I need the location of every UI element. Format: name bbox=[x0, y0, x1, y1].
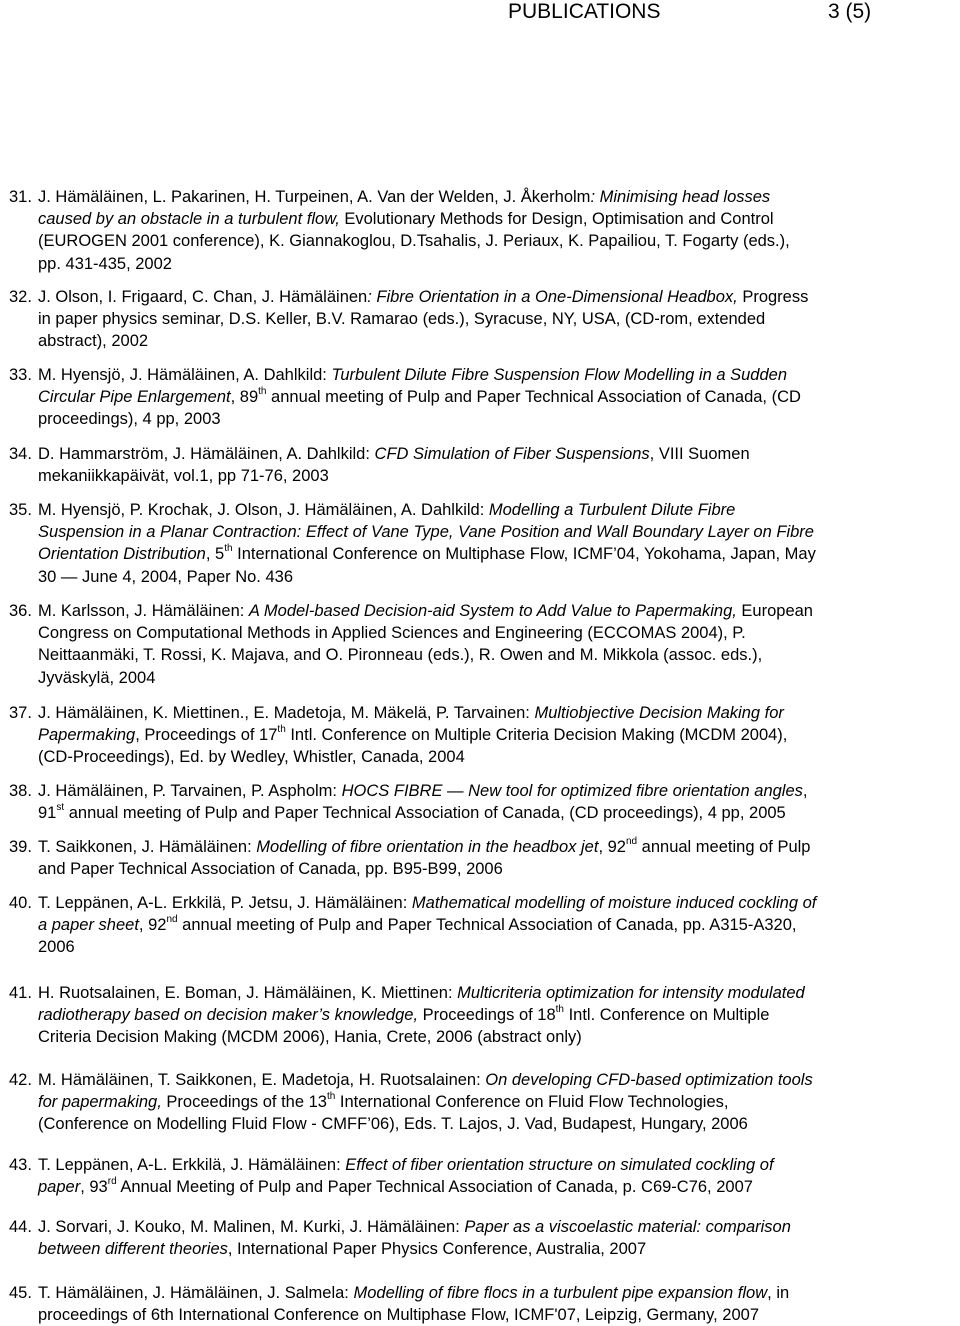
citation-text: annual meeting of Pulp and Paper Technical Association of Canada, pp. A315-A320, bbox=[177, 916, 797, 935]
publication-number: 44. bbox=[9, 1218, 32, 1236]
citation-text: (CD-Proceedings), Ed. by Wedley, Whistler, Canada, 2004 bbox=[38, 748, 465, 767]
ordinal-suffix: nd bbox=[625, 835, 638, 847]
publication-number: 41. bbox=[9, 984, 32, 1002]
citation-line bbox=[38, 644, 956, 666]
publication-number: 35. bbox=[9, 501, 32, 519]
citation-title-text: Circular Pipe Enlargement bbox=[38, 388, 231, 407]
citation-line bbox=[38, 566, 956, 588]
citation-title-text: Multiobjective Decision Making for bbox=[534, 704, 784, 722]
citation-line bbox=[38, 1238, 956, 1260]
citation-text: J. Hämäläinen, K. Miettinen., E. Madetoja, M. Mäkelä, P. Tarvainen: bbox=[38, 704, 535, 722]
page-number: 3 (5) bbox=[828, 0, 872, 23]
citation-line bbox=[38, 746, 956, 768]
ordinal-suffix: st bbox=[56, 801, 65, 813]
citation-line bbox=[38, 1282, 956, 1304]
citation-text: (Conference on Modelling Fluid Flow - CMFF’06), Eds. T. Lajos, J. Vad, Budapest, Hungary, 2006 bbox=[38, 1115, 748, 1134]
citation-text: Progress bbox=[737, 288, 809, 306]
citation-title-text: Orientation Distribution bbox=[38, 545, 206, 564]
citation-line bbox=[38, 1026, 956, 1048]
citation-line bbox=[38, 667, 956, 689]
citation-line bbox=[38, 622, 956, 644]
citation-text: Proceedings of 18 bbox=[418, 1006, 556, 1025]
citation-text: proceedings), 4 pp, 2003 bbox=[38, 410, 221, 429]
citation-text: J. Hämäläinen, L. Pakarinen, H. Turpeinen, A. Van der Welden, J. Åkerholm bbox=[38, 188, 591, 206]
citation-text: M. Hyensjö, P. Krochak, J. Olson, J. Hämäläinen, A. Dahlkild: bbox=[38, 501, 489, 519]
citation-title-text: Multicriteria optimization for intensity modulated bbox=[457, 984, 805, 1002]
publication-citation bbox=[38, 600, 956, 689]
citation-text: 30 — June 4, 2004, Paper No. 436 bbox=[38, 567, 294, 586]
citation-text: , bbox=[802, 782, 808, 800]
publication-number: 37. bbox=[9, 704, 32, 722]
citation-title-text: Effect of fiber orientation structure on simulated cockling of bbox=[345, 1156, 774, 1174]
citation-title-text: Modelling a Turbulent Dilute Fibre bbox=[488, 501, 736, 519]
citation-text: , Proceedings of 17 bbox=[135, 726, 278, 745]
publication-number: 32. bbox=[9, 288, 32, 306]
citation-text: T. Leppänen, A-L. Erkkilä, J. Hämäläinen: bbox=[38, 1156, 346, 1174]
citation-text: abstract), 2002 bbox=[38, 332, 149, 351]
ordinal-suffix: th bbox=[555, 1003, 564, 1015]
publication-number: 31. bbox=[9, 188, 32, 206]
citation-text: proceedings of 6th International Conference on Multiphase Flow, ICMF'07, Leipzig, Germany, 2007 bbox=[38, 1306, 759, 1325]
publication-citation bbox=[38, 702, 956, 769]
citation-line bbox=[38, 780, 956, 802]
publication-number: 33. bbox=[9, 366, 32, 384]
citation-text: , 89 bbox=[230, 388, 259, 407]
publication-citation bbox=[38, 364, 956, 431]
citation-line bbox=[38, 936, 956, 958]
ordinal-suffix: th bbox=[326, 1090, 336, 1102]
citation-title-text: On developing CFD-based optimization tools bbox=[485, 1071, 813, 1089]
citation-line bbox=[38, 724, 956, 746]
publication-number: 34. bbox=[9, 445, 32, 463]
citation-text: Annual Meeting of Pulp and Paper Technical Association of Canada, p. C69-C76, 2007 bbox=[116, 1178, 753, 1197]
citation-title-text: caused by an obstacle in a turbulent flow, bbox=[38, 210, 340, 229]
citation-line bbox=[38, 230, 956, 252]
citation-text: H. Ruotsalainen, E. Boman, J. Hämäläinen, K. Miettinen: bbox=[38, 984, 458, 1002]
publication-number: 39. bbox=[9, 838, 32, 856]
publication-number: 38. bbox=[9, 782, 32, 800]
citation-text: , 92 bbox=[598, 838, 626, 856]
publication-citation bbox=[38, 286, 956, 353]
citation-text: T. Leppänen, A-L. Erkkilä, P. Jetsu, J. Hämäläinen: bbox=[38, 894, 412, 912]
citation-text: M. Karlsson, J. Hämäläinen: bbox=[38, 602, 249, 620]
ordinal-suffix: th bbox=[258, 385, 267, 397]
citation-line bbox=[38, 286, 956, 308]
citation-text: , International Paper Physics Conference, Australia, 2007 bbox=[227, 1240, 647, 1259]
publication-citation bbox=[38, 1216, 956, 1260]
citation-line bbox=[38, 1216, 956, 1238]
citation-title-text: for papermaking, bbox=[38, 1093, 162, 1112]
citation-text: Proceedings of the 13 bbox=[161, 1093, 327, 1112]
citation-text: , 92 bbox=[138, 916, 167, 935]
citation-text: , 5 bbox=[205, 545, 225, 564]
citation-text: Congress on Computational Methods in Applied Sciences and Engineering (ECCOMAS 2004), P. bbox=[38, 624, 746, 643]
publication-citation bbox=[38, 780, 956, 824]
citation-line bbox=[38, 208, 956, 230]
citation-title-text: A Model-based Decision-aid System to Add Value to Papermaking, bbox=[248, 602, 737, 620]
citation-text: Evolutionary Methods for Design, Optimisation and Control bbox=[339, 210, 774, 229]
citation-line bbox=[38, 308, 956, 330]
citation-text: annual meeting of Pulp and Paper Technical Association of Canada, (CD bbox=[266, 388, 801, 407]
page-header bbox=[0, 0, 960, 28]
publication-number: 43. bbox=[9, 1156, 32, 1174]
citation-text: International Conference on Fluid Flow Technologies, bbox=[335, 1093, 729, 1112]
publication-citation bbox=[38, 186, 956, 275]
citation-text: annual meeting of Pulp bbox=[637, 838, 811, 856]
citation-text: , in bbox=[767, 1284, 790, 1302]
citation-text: (EUROGEN 2001 conference), K. Giannakoglou, D.Tsahalis, J. Periaux, K. Papailiou, T. Fogarty (eds.), bbox=[38, 232, 790, 251]
citation-title-text: Paper as a viscoelastic material: comparison bbox=[464, 1218, 791, 1236]
citation-line bbox=[38, 364, 956, 386]
citation-line bbox=[38, 858, 956, 880]
ordinal-suffix: th bbox=[277, 723, 286, 735]
ordinal-suffix: nd bbox=[166, 913, 178, 925]
citation-text: Jyväskylä, 2004 bbox=[38, 668, 156, 687]
citation-line bbox=[38, 1304, 956, 1326]
citation-title-text: Modelling of fibre flocs in a turbulent pipe expansion flow bbox=[353, 1284, 768, 1302]
citation-line bbox=[38, 465, 956, 487]
citation-line bbox=[38, 702, 956, 724]
citation-line bbox=[38, 1004, 956, 1026]
ordinal-suffix: th bbox=[224, 542, 233, 554]
publication-citation bbox=[38, 836, 956, 880]
citation-line bbox=[38, 1113, 956, 1135]
citation-line bbox=[38, 521, 956, 543]
citation-title-text: Suspension in a Planar Contraction: Effect of Vane Type, Vane Position and Wall Boundary Layer on Fibre bbox=[38, 523, 814, 542]
citation-line bbox=[38, 982, 956, 1004]
citation-text: European bbox=[736, 602, 813, 620]
citation-line bbox=[38, 543, 956, 565]
citation-text: M. Hämäläinen, T. Saikkonen, E. Madetoja, H. Ruotsalainen: bbox=[38, 1071, 486, 1089]
citation-title-text: : Minimising head losses bbox=[590, 188, 771, 206]
citation-title-text: a paper sheet bbox=[38, 916, 139, 935]
citation-text: D. Hammarström, J. Hämäläinen, A. Dahlkild: bbox=[38, 445, 375, 463]
citation-text: M. Hyensjö, J. Hämäläinen, A. Dahlkild: bbox=[38, 366, 332, 384]
citation-line bbox=[38, 914, 956, 936]
citation-line bbox=[38, 253, 956, 275]
citation-title-text: Turbulent Dilute Fibre Suspension Flow Modelling in a Sudden bbox=[331, 366, 787, 384]
citation-text: in paper physics seminar, D.S. Keller, B.V. Ramarao (eds.), Syracuse, NY, USA, (CD-rom, extended bbox=[38, 310, 766, 329]
citation-text: J. Olson, I. Frigaard, C. Chan, J. Hämäläinen bbox=[38, 288, 368, 306]
citation-text: T. Hämäläinen, J. Hämäläinen, J. Salmela: bbox=[38, 1284, 354, 1302]
publication-citation bbox=[38, 443, 956, 487]
citation-text: Criteria Decision Making (MCDM 2006), Hania, Crete, 2006 (abstract only) bbox=[38, 1028, 582, 1047]
citation-line bbox=[38, 499, 956, 521]
publication-number: 45. bbox=[9, 1284, 32, 1302]
citation-text: International Conference on Multiphase Flow, ICMF’04, Yokohama, Japan, May bbox=[232, 545, 816, 564]
publication-number: 42. bbox=[9, 1071, 32, 1089]
citation-text: mekaniikkapäivät, vol.1, pp 71-76, 2003 bbox=[38, 467, 329, 486]
citation-line bbox=[38, 1069, 956, 1091]
citation-text: and Paper Technical Association of Canada, pp. B95-B99, 2006 bbox=[38, 860, 503, 879]
citation-text: pp. 431-435, 2002 bbox=[38, 254, 172, 273]
citation-title-text: paper bbox=[38, 1178, 81, 1197]
publication-citation bbox=[38, 892, 956, 959]
ordinal-suffix: rd bbox=[107, 1175, 117, 1187]
publication-number: 36. bbox=[9, 602, 32, 620]
citation-line bbox=[38, 330, 956, 352]
publication-citation bbox=[38, 1282, 956, 1326]
citation-title-text: radiotherapy based on decision maker’s knowledge, bbox=[38, 1006, 419, 1025]
citation-line bbox=[38, 836, 956, 858]
publication-citation bbox=[38, 982, 956, 1049]
publication-number: 40. bbox=[9, 894, 32, 912]
citation-title-text: HOCS FIBRE — New tool for optimized fibre orientation angles bbox=[341, 782, 803, 800]
citation-text: J. Hämäläinen, P. Tarvainen, P. Aspholm: bbox=[38, 782, 342, 800]
citation-title-text: Modelling of fibre orientation in the headbox jet bbox=[256, 838, 599, 856]
citation-title-text: : Fibre Orientation in a One-Dimensional Headbox, bbox=[367, 288, 738, 306]
citation-line bbox=[38, 386, 956, 408]
citation-text: Neittaanmäki, T. Rossi, K. Majava, and O. Pironneau (eds.), R. Owen and M. Mikkola (assoc. eds.), bbox=[38, 646, 763, 665]
citation-text: J. Sorvari, J. Kouko, M. Malinen, M. Kurki, J. Hämäläinen: bbox=[38, 1218, 465, 1236]
citation-line bbox=[38, 443, 956, 465]
citation-line bbox=[38, 892, 956, 914]
citation-line bbox=[38, 408, 956, 430]
citation-line bbox=[38, 600, 956, 622]
citation-line bbox=[38, 1154, 956, 1176]
citation-line bbox=[38, 1176, 956, 1198]
citation-line bbox=[38, 802, 956, 824]
citation-text: , VIII Suomen bbox=[649, 445, 750, 463]
citation-title-text: CFD Simulation of Fiber Suspensions bbox=[374, 445, 650, 463]
citation-text: Intl. Conference on Multiple bbox=[563, 1006, 770, 1025]
citation-title-text: between different theories bbox=[38, 1240, 228, 1259]
citation-title-text: Papermaking bbox=[38, 726, 136, 745]
citation-text: 2006 bbox=[38, 938, 75, 957]
citation-line bbox=[38, 186, 956, 208]
citation-text: T. Saikkonen, J. Hämäläinen: bbox=[38, 838, 257, 856]
citation-text: annual meeting of Pulp and Paper Technical Association of Canada, (CD proceedings), 4 pp, 2005 bbox=[64, 804, 786, 823]
publication-citation bbox=[38, 1154, 956, 1198]
citation-text: , 93 bbox=[80, 1178, 108, 1197]
citation-line bbox=[38, 1091, 956, 1113]
citation-text: 91 bbox=[38, 804, 57, 823]
page-title: PUBLICATIONS bbox=[508, 0, 661, 23]
publication-citation bbox=[38, 499, 956, 588]
citation-title-text: Mathematical modelling of moisture induced cockling of bbox=[411, 894, 817, 912]
publication-citation bbox=[38, 1069, 956, 1136]
citation-text: Intl. Conference on Multiple Criteria Decision Making (MCDM 2004), bbox=[285, 726, 788, 745]
